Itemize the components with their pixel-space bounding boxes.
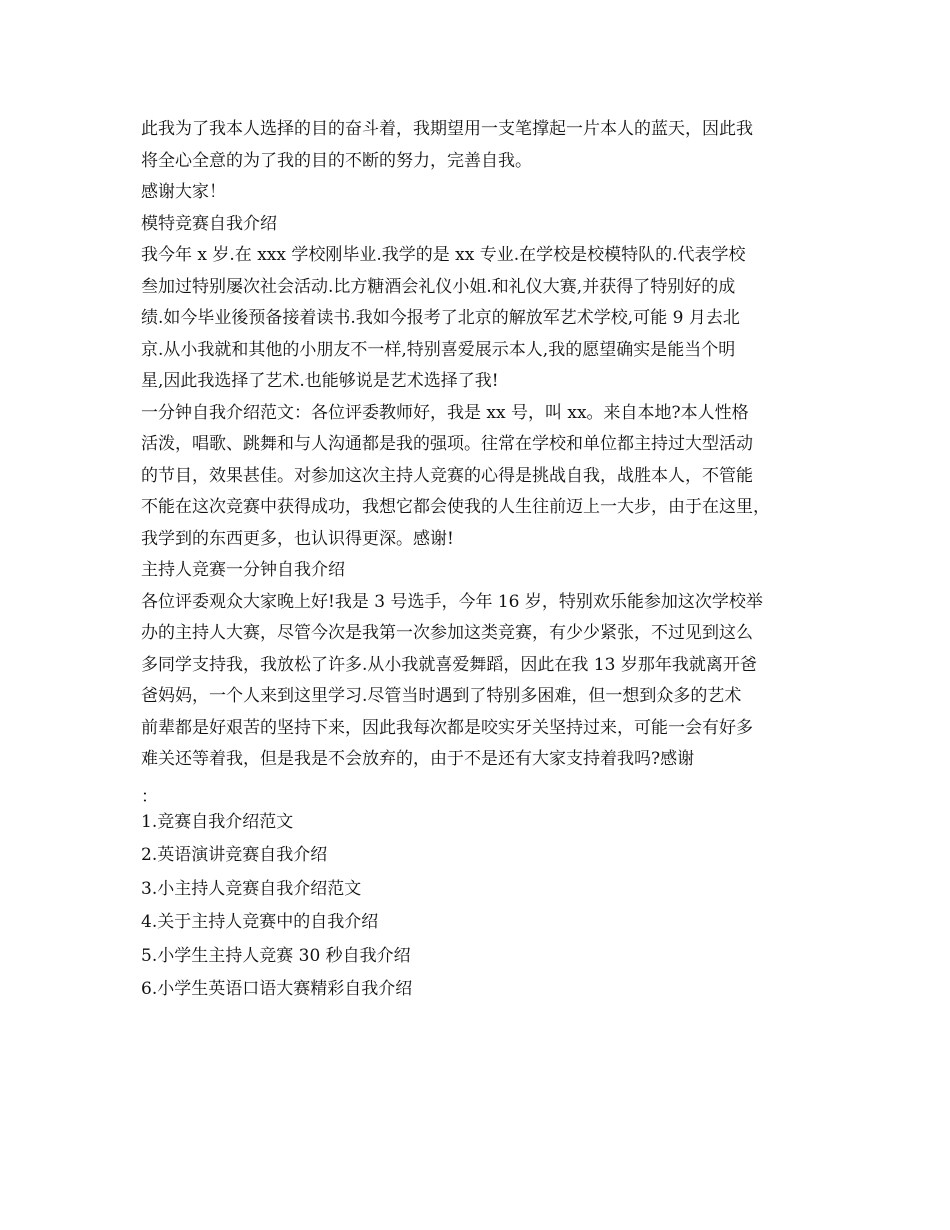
text-line: 爸妈妈，一个人来到这里学习.尽管当时遇到了特别多困难，但一想到众多的艺术 xyxy=(141,686,742,706)
list-item[interactable]: 3.小主持人竞赛自我介绍范文 xyxy=(141,878,362,899)
text-line: 难关还等着我，但是我是不会放弃的，由于不是还有大家支持着我吗?感谢 xyxy=(141,749,695,769)
related-articles-list xyxy=(141,806,831,1007)
text-line: 前辈都是好艰苦的坚持下来，因此我每次都是咬实牙关坚持过来，可能一会有好多 xyxy=(141,717,753,738)
text-line: 的节目，效果甚佳。对参加这次主持人竞赛的心得是挑战自我，战胜本人，不管能 xyxy=(141,465,753,486)
section-title-host: 主持人竞赛一分钟自我介绍 xyxy=(141,560,345,580)
text-line: 一分钟自我介绍范文：各位评委教师好，我是 xx 号，叫 xx。来自本地?本人性格 xyxy=(141,402,749,423)
text-line: 此我为了我本人选择的目的奋斗着，我期望用一支笔撑起一片本人的蓝天，因此我 xyxy=(141,119,753,139)
text-line: 不能在这次竞赛中获得成功，我想它都会使我的人生往前迈上一大步，由于在这里， xyxy=(141,497,770,517)
text-line: 星,因此我选择了艺术.也能够说是艺术选择了我! xyxy=(141,371,499,391)
document-page xyxy=(141,114,831,1007)
list-item[interactable]: 1.竞赛自我介绍范文 xyxy=(141,811,294,832)
section-title-model: 模特竞赛自我介绍 xyxy=(141,213,277,234)
text-line: 我学到的东西更多，也认识得更深。感谢! xyxy=(141,528,454,549)
colon-separator: ： xyxy=(141,786,158,807)
text-line: 各位评委观众大家晚上好!我是 3 号选手，今年 16 岁，特别欢乐能参加这次学校举 xyxy=(141,591,763,612)
text-line: 将全心全意的为了我的目的不断的努力，完善自我。 xyxy=(141,150,532,171)
list-item[interactable]: 2.英语演讲竞赛自我介绍 xyxy=(141,845,328,865)
thanks-line: 感谢大家！ xyxy=(141,182,226,202)
text-line: 绩.如今毕业後预备接着读书.我如今报考了北京的解放军艺术学校,可能 9 月去北 xyxy=(141,308,740,328)
text-line: 我今年 x 岁.在 xxx 学校刚毕业.我学的是 xx 专业.在学校是校模特队的.代表学校 xyxy=(141,245,746,265)
text-line: 京.从小我就和其他的小朋友不一样,特别喜爱展示本人,我的愿望确实是能当个明 xyxy=(141,339,736,360)
list-item[interactable]: 5.小学生主持人竞赛 30 秒自我介绍 xyxy=(141,945,411,966)
intro-paragraph xyxy=(141,114,831,177)
model-paragraph xyxy=(141,240,831,398)
list-item[interactable]: 4.关于主持人竞赛中的自我介绍 xyxy=(141,912,379,932)
text-line: 办的主持人大赛，尽管今次是我第一次参加这类竞赛，有少少紧张，不过见到这么 xyxy=(141,623,753,643)
one-minute-paragraph xyxy=(141,398,831,556)
host-paragraph xyxy=(141,587,831,776)
list-item[interactable]: 6.小学生英语口语大赛精彩自我介绍 xyxy=(141,979,413,999)
text-line: 活泼，唱歌、跳舞和与人沟通都是我的强项。往常在学校和单位都主持过大型活动 xyxy=(141,434,753,454)
text-line: 多同学支持我，我放松了许多.从小我就喜爱舞蹈，因此在我 13 岁那年我就离开爸 xyxy=(141,654,757,675)
text-line: 叁加过特别屡次社会活动.比方糖酒会礼仪小姐.和礼仪大赛,并获得了特别好的成 xyxy=(141,276,736,297)
